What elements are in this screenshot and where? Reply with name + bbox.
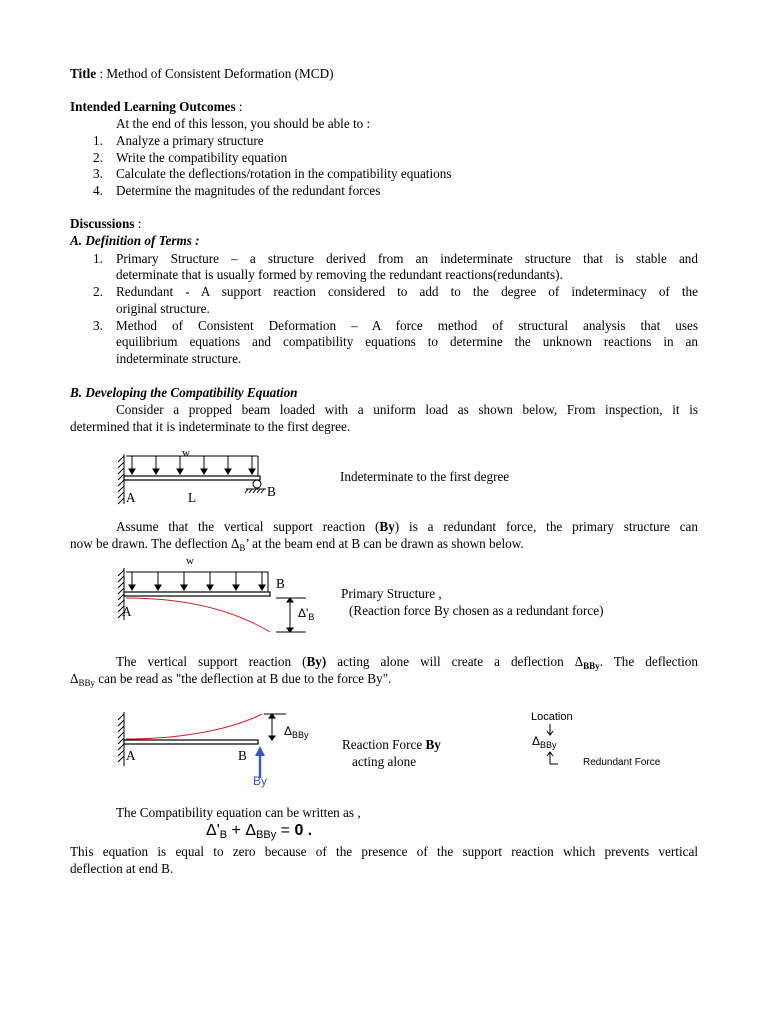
delta-subscript: BBy: [583, 661, 600, 671]
term-line: Primary Structure – a structure derived from an indeterminate structure that is stable and: [116, 251, 698, 266]
outcomes-heading: Intended Learning Outcomes: [70, 99, 236, 114]
deflection-curve: [126, 598, 270, 632]
fig2-a-label: A: [122, 604, 132, 619]
eq-sub-2: BBy: [256, 829, 277, 841]
p3-by: By): [306, 654, 327, 669]
outcome-item: Determine the magnitudes of the redundant forces: [116, 183, 381, 198]
eq-prime: ': [216, 822, 220, 839]
fig1-l-label: L: [188, 490, 197, 505]
beam: [124, 476, 260, 480]
delta-subscript: BBy: [292, 730, 309, 740]
delta-symbol: Δ: [284, 724, 293, 738]
term-num: 1.: [93, 251, 103, 266]
term-num: 3.: [93, 318, 103, 333]
section-b-p3-line2: [70, 671, 391, 691]
p3-text-a: The vertical support reaction (: [116, 654, 307, 669]
term-line: equilibrium equations and compatibility equations to determine the unknown reactions in an: [116, 334, 698, 349]
eq-dot: .: [303, 822, 313, 839]
section-b-p5-line1: This equation is equal to zero because of the presence of the support reaction which prevents vertical: [70, 844, 698, 859]
outcomes-colon: :: [235, 99, 243, 114]
fig3-delta-label: [284, 723, 309, 743]
outcomes-intro: At the end of this lesson, you should be able to :: [116, 116, 371, 131]
term-line: indeterminate structure.: [116, 351, 242, 366]
delta-symbol: Δ: [298, 606, 307, 620]
legend-delta-label: [532, 733, 557, 753]
fig2-delta-label: [298, 605, 314, 625]
discussions-heading-line: [70, 216, 141, 232]
delta-symbol: Δ: [70, 671, 79, 686]
fig1-a-label: A: [126, 490, 136, 505]
p2-text-line2-b: at the beam end at B can be drawn as shown below.: [248, 536, 524, 551]
fig3-caption-1: [342, 737, 441, 753]
fig3-a-label: A: [126, 748, 136, 763]
section-b-p1-line2: determined that it is indeterminate to the first degree.: [70, 419, 351, 434]
fig3-b-label: B: [238, 748, 247, 763]
delta-subscript: BBy: [540, 740, 557, 750]
fig1-b-label: B: [267, 484, 276, 499]
section-b-p5-line2: deflection at end B.: [70, 861, 174, 876]
delta-subscript: B: [239, 543, 246, 553]
outcome-num: 1.: [93, 133, 103, 148]
delta-symbol: Δ: [574, 654, 584, 669]
p3-text-c: acting alone will create a deflection: [326, 654, 575, 669]
eq-equals: =: [276, 822, 295, 839]
delta-subscript: B: [308, 612, 315, 622]
outcomes-heading-line: [70, 99, 243, 115]
delta-prime: ': [306, 606, 309, 620]
term-line: determinate that is usually formed by removing the redundant reactions(redundants).: [116, 267, 563, 282]
section-b-p2-line2: [70, 536, 524, 556]
outcome-item: Calculate the deflections/rotation in the compatibility equations: [116, 166, 452, 181]
outcome-item: Write the compatibility equation: [116, 150, 288, 165]
delta-prime: ’: [245, 536, 249, 551]
p2-text-c: ) is a redundant force, the primary structure can: [394, 519, 698, 534]
p2-text-line2: now be drawn. The deflection: [70, 536, 231, 551]
uniform-load: [126, 572, 268, 592]
section-b-heading: B. Developing the Compatibility Equation: [70, 385, 298, 400]
term-line: original structure.: [116, 301, 210, 316]
fig3-caption-text: Reaction Force: [342, 737, 426, 752]
eq-delta-2: Δ: [245, 822, 257, 839]
fig2-w-label: w: [186, 555, 194, 567]
fig2-b-label: B: [276, 576, 285, 591]
p2-text-a: Assume that the vertical support reaction (: [116, 519, 380, 534]
deflection-curve: [126, 714, 262, 739]
figure-primary-structure: [110, 558, 330, 640]
section-b-p4: The Compatibility equation can be written as ,: [116, 805, 361, 820]
section-b-p2-line1: [116, 519, 698, 536]
fig3-by-label: By: [253, 774, 268, 788]
fig3-caption-by: By: [425, 737, 441, 752]
title-label: Title: [70, 66, 97, 81]
term-num: 2.: [93, 284, 103, 299]
wall-hatching: [118, 454, 124, 504]
beam: [124, 740, 258, 744]
p3-text-d: . The deflection: [599, 654, 698, 669]
eq-delta-1: Δ: [206, 822, 217, 839]
title-sep: :: [96, 66, 107, 81]
p2-by: By: [379, 519, 395, 534]
discussions-colon: :: [134, 216, 142, 231]
roller-support: [245, 480, 266, 493]
figure-reaction-force: [110, 706, 300, 786]
term-line: Redundant - A support reaction considered to add to the degree of indeterminacy of the: [116, 284, 698, 299]
eq-zero: 0: [294, 822, 304, 839]
delta-symbol: Δ: [532, 734, 541, 748]
delta-subscript: BBy: [78, 678, 95, 688]
title-text: Method of Consistent Deformation (MCD): [106, 66, 334, 81]
outcome-num: 4.: [93, 183, 103, 198]
eq-plus: +: [227, 822, 246, 839]
outcome-num: 3.: [93, 166, 103, 181]
outcome-num: 2.: [93, 150, 103, 165]
uniform-load: [126, 456, 258, 476]
fig3-caption-2: acting alone: [352, 754, 417, 769]
legend-redundant-label: Redundant Force: [583, 757, 661, 768]
fig1-w-label: w: [182, 447, 190, 459]
legend-location-label: Location: [531, 711, 573, 723]
title-line: [70, 66, 334, 82]
figure-propped-beam: [110, 442, 290, 508]
compatibility-equation: [206, 823, 312, 843]
fig2-caption-1: Primary Structure ,: [341, 586, 442, 601]
delta-symbol: Δ: [230, 536, 240, 551]
fig2-caption-2: (Reaction force By chosen as a redundant force): [349, 603, 604, 618]
term-line: Method of Consistent Deformation – A force method of structural analysis that uses: [116, 318, 698, 333]
deflection-dimension: [264, 714, 286, 740]
discussions-heading: Discussions: [70, 216, 135, 231]
p3-text-line2: can be read as "the deflection at B due to the force By".: [95, 671, 392, 686]
outcome-item: Analyze a primary structure: [116, 133, 264, 148]
section-a-heading: A. Definition of Terms :: [70, 233, 200, 248]
wall-hatching: [118, 712, 124, 766]
section-b-p1-line1: Consider a propped beam loaded with a uniform load as shown below, From inspection, it is: [116, 402, 698, 417]
eq-sub-1: B: [219, 829, 228, 841]
beam: [124, 592, 270, 596]
fig1-caption: Indeterminate to the first degree: [340, 469, 510, 484]
